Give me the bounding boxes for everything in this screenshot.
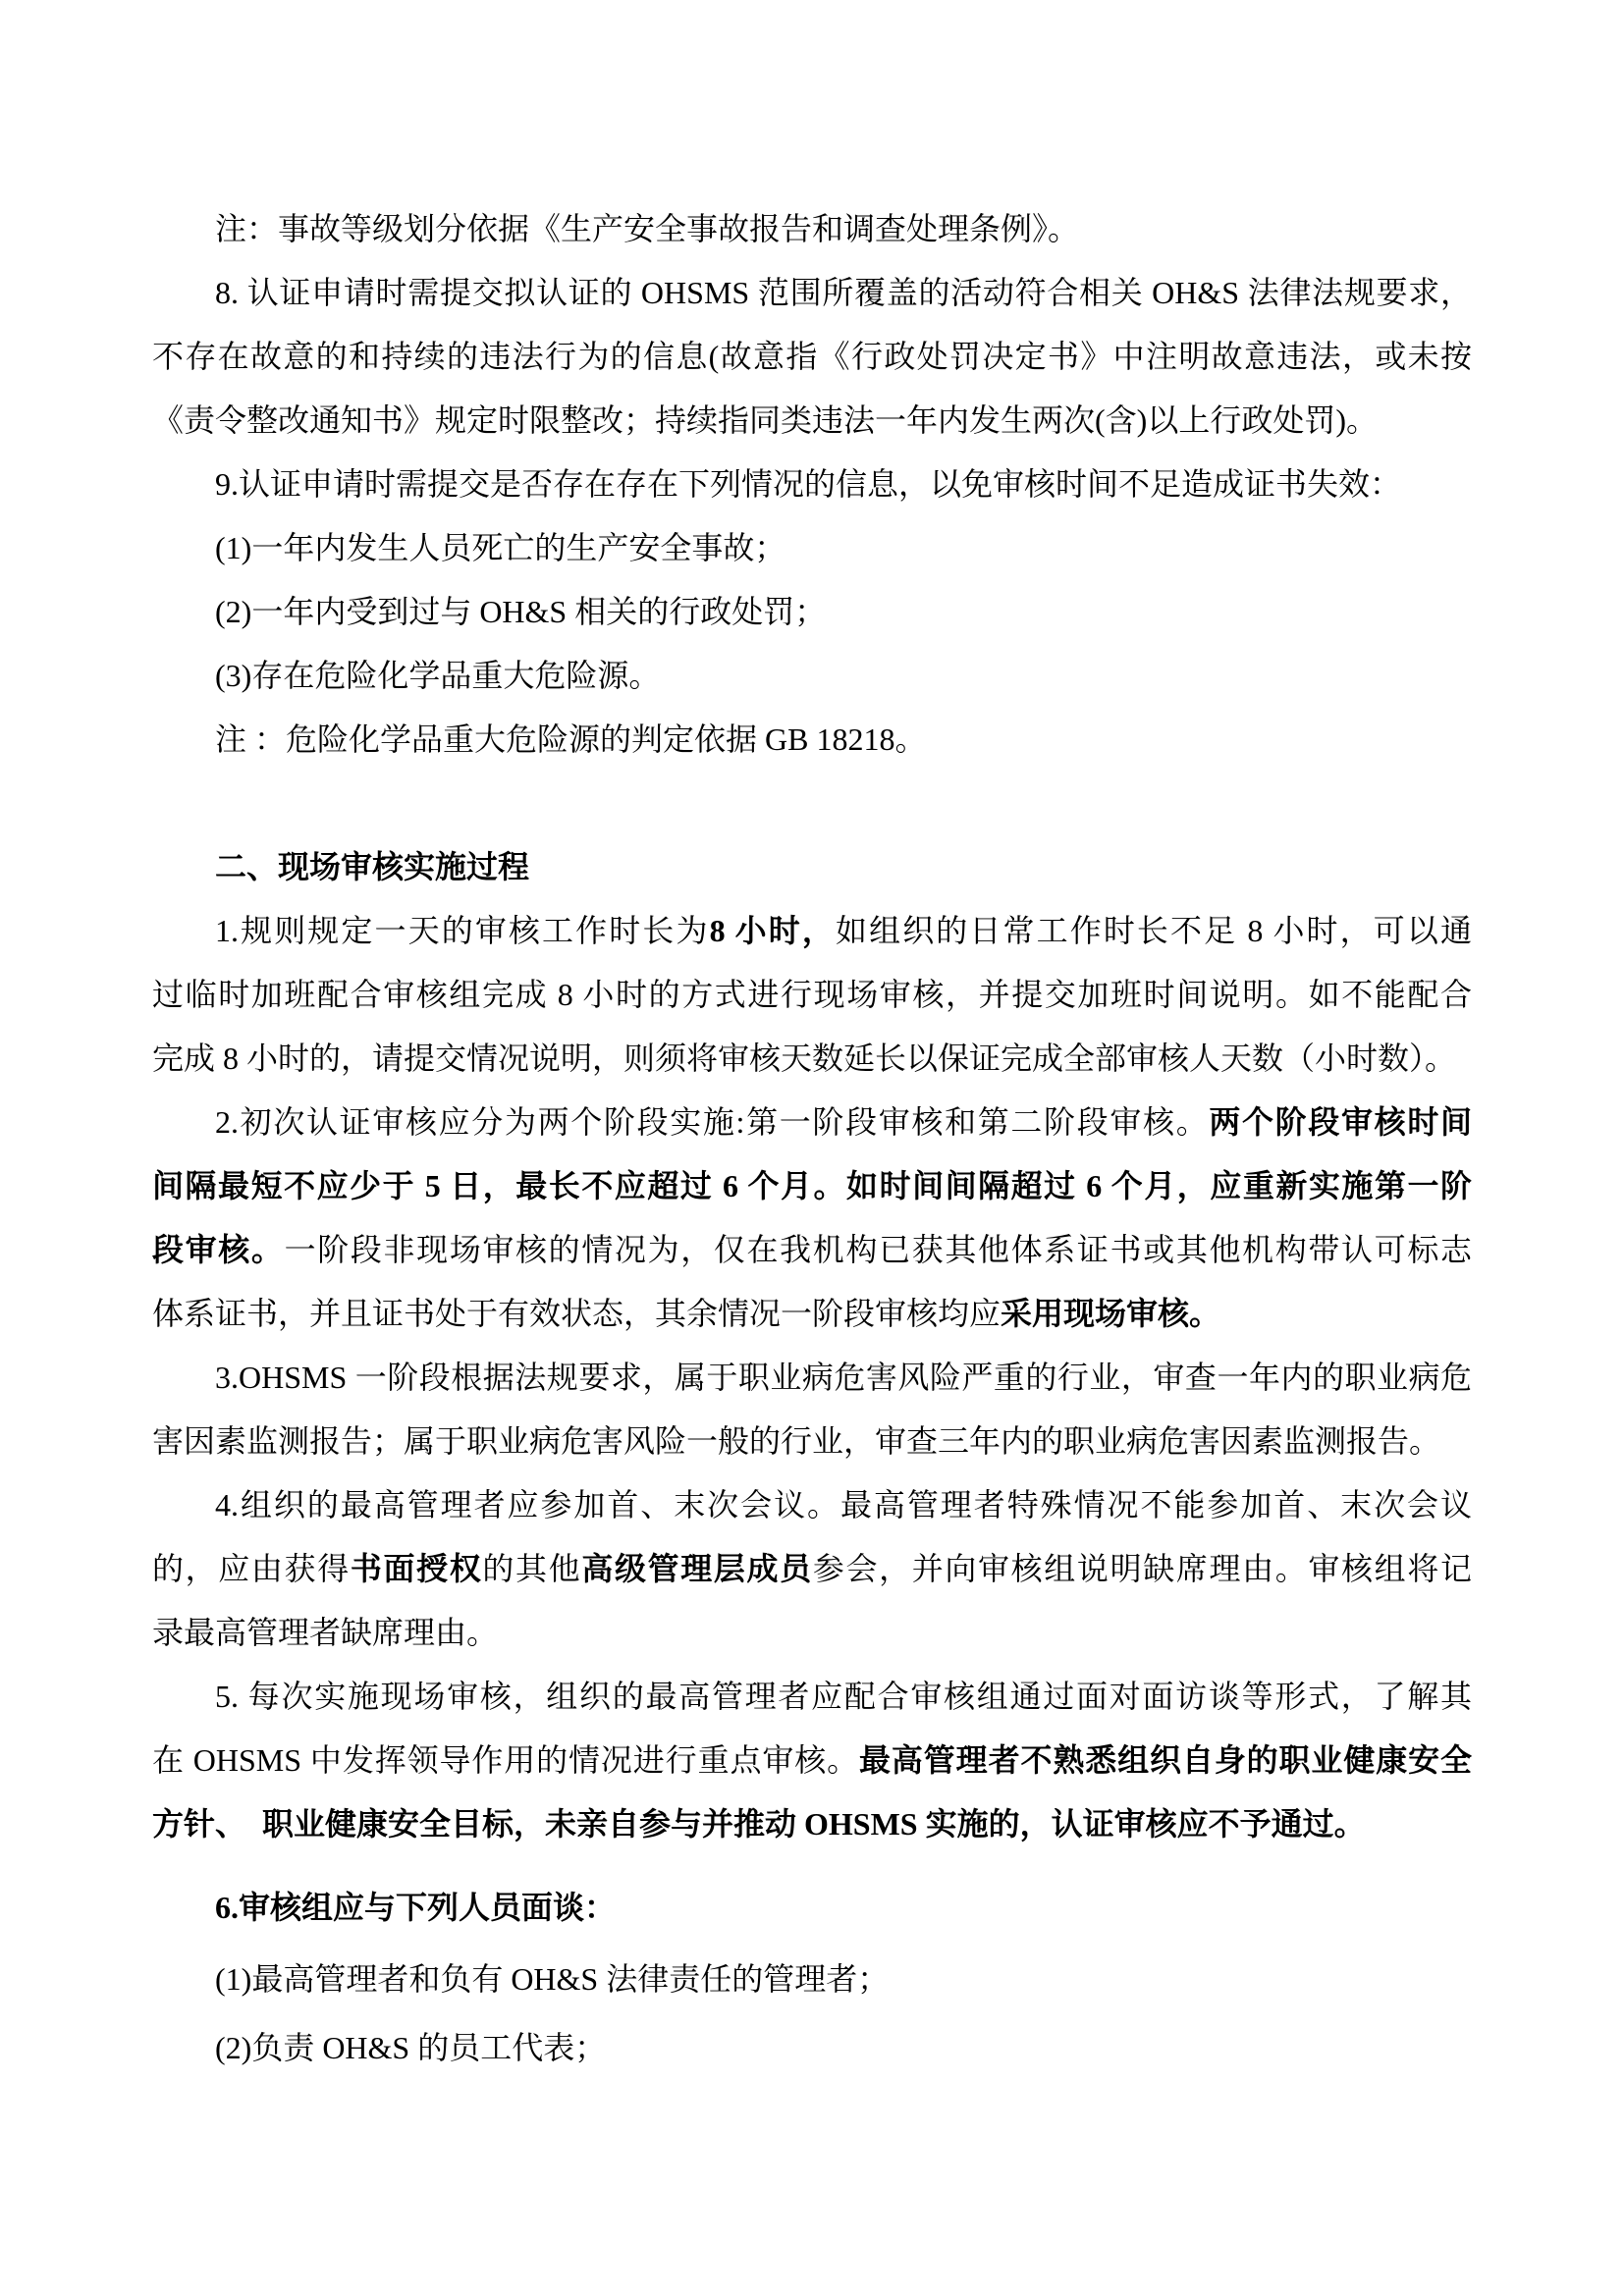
text-segment: (3)存在危险化学品重大危险源。 xyxy=(215,658,661,693)
item-2-line-4 xyxy=(152,1282,1472,1346)
item-9-sub-1 xyxy=(152,516,1472,580)
item-9-sub-2 xyxy=(152,580,1472,644)
text-segment: 3.OHSMS 一阶段根据法规要求，属于职业病危害风险严重的行业，审查一年内的职业病危 xyxy=(215,1360,1472,1395)
text-segment: 注 ：危险化学品重大危险源的判定依据 GB 18218。 xyxy=(215,721,927,757)
item-6-sub-2 xyxy=(152,2016,1472,2080)
bold-text-segment: 书面授权 xyxy=(350,1551,483,1586)
section-heading xyxy=(152,835,1472,899)
text-segment: 1.规则规定一天的审核工作时长为 xyxy=(215,913,710,948)
text-segment: 2.初次认证审核应分为两个阶段实施:第一阶段审核和第二阶段审核。 xyxy=(215,1104,1210,1140)
item-1-line-3 xyxy=(152,1027,1472,1091)
item-8-line-3 xyxy=(152,389,1472,453)
bold-text-segment: 段审核。 xyxy=(152,1232,285,1267)
note-line xyxy=(152,197,1472,261)
item-8-line-2 xyxy=(152,325,1472,389)
document-body xyxy=(152,197,1472,2080)
text-segment: 4.组织的最高管理者应参加首、末次会议。最高管理者特殊情况不能参加首、末次会议 xyxy=(215,1487,1472,1522)
item-9-sub-3 xyxy=(152,644,1472,708)
item-8-line-1 xyxy=(152,261,1472,325)
item-2-line-2 xyxy=(152,1154,1472,1218)
text-segment: 注：事故等级划分依据《生产安全事故报告和调查处理条例》。 xyxy=(215,211,1080,246)
item-2-line-3 xyxy=(152,1218,1472,1282)
text-segment: 的其他 xyxy=(482,1551,582,1586)
text-segment: (1)最高管理者和负有 OH&S 法律责任的管理者； xyxy=(215,1961,890,1997)
item-3-line-2 xyxy=(152,1410,1472,1473)
text-segment: 的，应由获得 xyxy=(152,1551,351,1586)
bold-text-segment: 方针、 职业健康安全目标，未亲自参与并推动 OHSMS 实施的，认证审核应不予通过。 xyxy=(152,1806,1366,1842)
bold-text-segment: 间隔最短不应少于 5 日，最长不应超过 6 个月。如时间间隔超过 6 个月，应重新实施第一阶 xyxy=(152,1168,1472,1203)
text-segment: 在 OHSMS 中发挥领导作用的情况进行重点审核。 xyxy=(152,1742,860,1778)
item-4-line-2 xyxy=(152,1537,1472,1601)
bold-text-segment: 6.审核组应与下列人员面谈： xyxy=(215,1890,617,1925)
item-5-line-3 xyxy=(152,1792,1472,1856)
item-2-line-1 xyxy=(152,1091,1472,1154)
bold-text-segment: 两个阶段审核时间 xyxy=(1209,1104,1472,1140)
text-segment: 如组织的日常工作时长不足 8 小时，可以通 xyxy=(835,913,1472,948)
text-segment: 害因素监测报告；属于职业病危害风险一般的行业，审查三年内的职业病危害因素监测报告。 xyxy=(152,1423,1441,1459)
item-9-line-1 xyxy=(152,453,1472,516)
item-6-sub-1 xyxy=(152,1948,1472,2011)
text-segment: 体系证书，并且证书处于有效状态，其余情况一阶段审核均应 xyxy=(152,1296,1001,1331)
item-4-line-3 xyxy=(152,1601,1472,1665)
text-segment: 一阶段非现场审核的情况为，仅在我机构已获其他体系证书或其他机构带认可标志 xyxy=(284,1232,1472,1267)
text-segment: 9.认证申请时需提交是否存在存在下列情况的信息，以免审核时间不足造成证书失效： xyxy=(215,466,1402,502)
text-segment: 参会，并向审核组说明缺席理由。审核组将记 xyxy=(812,1551,1472,1586)
text-segment: 完成 8 小时的，请提交情况说明，则须将审核天数延长以保证完成全部审核人天数（小时数）。 xyxy=(152,1041,1457,1076)
text-segment: (2)一年内受到过与 OH&S 相关的行政处罚； xyxy=(215,594,827,629)
bold-text-segment: 采用现场审核。 xyxy=(1001,1296,1221,1331)
text-segment: (2)负责 OH&S 的员工代表； xyxy=(215,2030,607,2065)
bold-text-segment: 高级管理层成员 xyxy=(581,1551,813,1586)
text-segment: 不存在故意的和持续的违法行为的信息(故意指《行政处罚决定书》中注明故意违法，或未按 xyxy=(152,339,1472,374)
item-3-line-1 xyxy=(152,1346,1472,1410)
text-segment: 5. 每次实施现场审核，组织的最高管理者应配合审核组通过面对面访谈等形式，了解其 xyxy=(215,1679,1472,1714)
note-line-2 xyxy=(152,708,1472,772)
text-segment: 《责令整改通知书》规定时限整改；持续指同类违法一年内发生两次(含)以上行政处罚)。 xyxy=(152,402,1378,438)
item-5-line-1 xyxy=(152,1665,1472,1729)
bold-text-segment: 最高管理者不熟悉组织自身的职业健康安全 xyxy=(859,1742,1472,1778)
item-1-line-1 xyxy=(152,899,1472,963)
text-segment: 8. 认证申请时需提交拟认证的 OHSMS 范围所覆盖的活动符合相关 OH&S 法律法规要求， xyxy=(215,275,1472,310)
text-segment: (1)一年内发生人员死亡的生产安全事故； xyxy=(215,530,786,565)
item-6-heading xyxy=(152,1876,1472,1940)
item-5-line-2 xyxy=(152,1729,1472,1792)
bold-text-segment: 8 小时， xyxy=(709,913,836,948)
item-4-line-1 xyxy=(152,1473,1472,1537)
text-segment: 过临时加班配合审核组完成 8 小时的方式进行现场审核，并提交加班时间说明。如不能配合 xyxy=(152,977,1472,1012)
item-1-line-2 xyxy=(152,963,1472,1027)
text-segment: 录最高管理者缺席理由。 xyxy=(152,1615,499,1650)
bold-text-segment: 二、现场审核实施过程 xyxy=(215,849,530,884)
